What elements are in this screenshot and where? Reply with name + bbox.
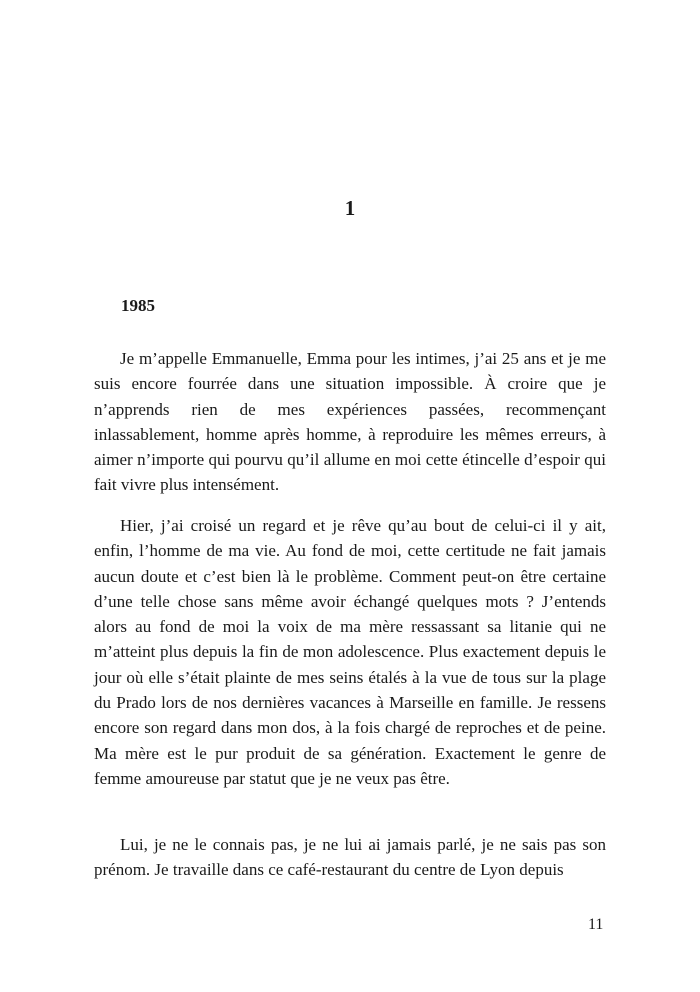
paragraph: Lui, je ne le connais pas, je ne lui ai jamais parlé, je ne sais pas son prénom. Je travaille dans ce café-restaurant du centre de Lyon depuis [94, 835, 606, 880]
paragraph: Hier, j’ai croisé un regard et je rêve qu’au bout de celui-ci il y ait, enfin, l’homme de ma vie. Au fond de moi, cette certitude ne fait jamais aucun doute et c’est bien là le problème. Comment peut-on être certaine d’une telle chose sans même avoir échangé quelques mots ? J’entends alors au fond de moi la voix de ma mère ressassant sa litanie qui ne m’atteint plus depuis la fin de mon adolescence. Plus exactement depuis le jour où elle s’était plainte de mes seins étalés à la vue de tous sur la plage du Prado lors de nos dernières vacances à Marseille en famille. Je ressens encore son regard dans mon dos, à la fois chargé de reproches et de peine. Ma mère est le pur produit de sa génération. Exactement le genre de femme amoureuse par statut que je ne veux pas être. [94, 516, 606, 788]
chapter-number: 1 [344, 196, 356, 220]
chapter-year: 1985 [121, 296, 155, 315]
page-number: 11 [588, 916, 604, 933]
paragraph: Je m’appelle Emmanuelle, Emma pour les intimes, j’ai 25 ans et je me suis encore fourrée dans une situation impossible. À croire que je n’apprends rien de mes expériences passées, recommençant inlassablement, homme après homme, à reproduire les mêmes erreurs, à aimer n’importe qui pourvu qu’il allume en moi cette étincelle d’espoir qui fait vivre plus intensément. [94, 349, 606, 495]
